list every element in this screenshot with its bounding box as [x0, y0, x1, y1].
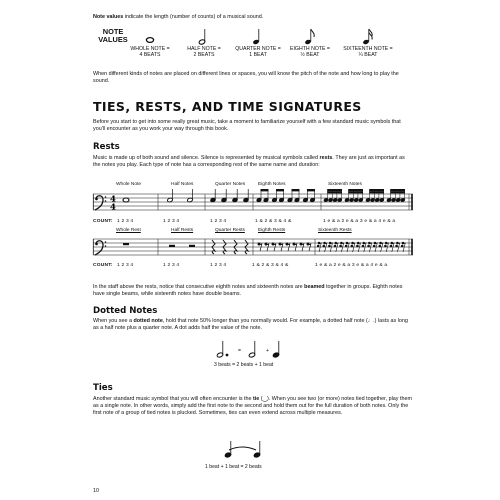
- sixteenth-rest-dot: [390, 245, 392, 247]
- eighth-note-icon: [304, 28, 318, 46]
- ties-para-bold: tie: [253, 396, 260, 402]
- half-note-name: HALF NOTE =: [187, 46, 221, 52]
- sixteenth-rest-dot: [317, 245, 319, 247]
- rests-para-bold: rests: [319, 155, 333, 161]
- half-note-symbols: [167, 189, 193, 203]
- sixteenth-beam-1: [349, 190, 363, 191]
- count2-eighth: 1 & 2 & 3 & 4 &: [252, 263, 289, 268]
- count-quarter: 1 2 3 4: [210, 219, 227, 224]
- page-number: 10: [93, 488, 99, 494]
- eighth-beam: [261, 190, 268, 191]
- sixteenth-beam-2: [391, 192, 405, 193]
- sixteenth-rest-dot: [379, 245, 381, 247]
- time-signature-bottom: 4: [110, 202, 116, 213]
- sixteenth-rest-dot: [340, 245, 342, 247]
- half-note-icon: [248, 341, 255, 358]
- quarter-note-beats: 1 BEAT: [249, 52, 267, 58]
- half-note-beats: 2 BEATS: [193, 52, 215, 58]
- ties-para-a: Another standard music symbol that you will often encounter is the: [93, 396, 254, 402]
- section-title: TIES, RESTS, AND TIME SIGNATURES: [93, 99, 362, 114]
- dotted-para-bold: dotted note: [133, 318, 163, 324]
- dotted-heading: Dotted Notes: [93, 306, 158, 316]
- staff2-label-quarter: Quarter Rests: [215, 228, 245, 233]
- dotted-eq-sign: =: [238, 348, 241, 354]
- sixteenth-rest-dot: [385, 245, 387, 247]
- count-label: COUNT:: [93, 219, 113, 224]
- staff2-label-eighth: Eighth Rests: [258, 228, 286, 233]
- time-signature: [110, 195, 116, 213]
- half-note-label: [174, 46, 234, 58]
- rests-heading: Rests: [93, 142, 120, 152]
- whole-rest-icon: [123, 243, 129, 245]
- rests-para-a: Music is made up of both sound and silence. Silence is represented by musical symbols called: [93, 155, 320, 161]
- sixteenth-rest-dot: [368, 245, 370, 247]
- quarter-note-label: [228, 46, 288, 58]
- whole-note-label: [120, 46, 180, 58]
- sixteenth-note-label: [338, 46, 398, 58]
- sixteenth-rest-dot: [345, 245, 347, 247]
- sixteenth-rest-dot: [401, 245, 403, 247]
- tie-icon: [229, 447, 256, 450]
- staff1-label-quarter: Quarter Notes: [215, 182, 246, 187]
- sixteenth-beam-1: [370, 190, 384, 191]
- staff-rests: [93, 235, 413, 261]
- sixteenth-rest-dot: [323, 245, 325, 247]
- quarter-note-icon: [252, 28, 264, 46]
- beamed-paragraph: [93, 284, 413, 298]
- ties-paragraph: [93, 396, 413, 417]
- ties-heading: Ties: [93, 383, 113, 393]
- half-rest-icons: [169, 245, 195, 247]
- count-eighth: 1 & 2 & 3 & 4 &: [255, 219, 292, 224]
- staff-notes: [93, 190, 413, 216]
- section-intro: Before you start to get into some really great music, take a moment to familiarize yourself with a few standard music symbols that you'll encounter as you work your way through this book.: [93, 119, 401, 132]
- count-label-2: COUNT:: [93, 263, 113, 268]
- beamed-para-a: In the staff above the rests, notice that consecutive eighth notes and sixteenth notes are: [93, 284, 305, 290]
- tied-notes-example: [222, 438, 272, 460]
- dotted-formula: 3 beats = 2 beats + 1 beat: [214, 362, 274, 368]
- intro-line: [93, 14, 263, 21]
- count2-half: 1 2 3 4: [163, 263, 180, 268]
- whole-note-beats: 4 BEATS: [139, 52, 161, 58]
- beamed-para-bold: beamed: [304, 284, 325, 290]
- eighth-note-symbols: [256, 190, 315, 203]
- sixteenth-rest-dot: [329, 245, 331, 247]
- dotted-paragraph: [93, 318, 413, 332]
- pitch-paragraph: When different kinds of notes are placed on different lines or spaces, you will know the pitch of the note and how long to play the sound.: [93, 71, 399, 84]
- dotted-para-b: , hold that note 50% longer than you normally would. For example, a dotted half note (♩.) lasts as long as a half note plus a quarter note. A dot adds half the value of the note.: [93, 318, 408, 331]
- staff2-label-half: Half Rests: [171, 228, 194, 233]
- sixteenth-rest-dot: [334, 245, 336, 247]
- sixteenth-beam-2: [328, 192, 342, 193]
- whole-note-symbol: [123, 198, 129, 202]
- staff1-label-sixteenth: Sixteenth Notes: [328, 182, 362, 187]
- dotted-half-note-icon: [216, 341, 227, 358]
- quarter-note-icon: [272, 341, 279, 358]
- staff2-label-whole: Whole Rest: [116, 228, 141, 233]
- count-sixteenth: 1 e & a 2 e & a 3 e & a 4 e & a: [323, 219, 396, 224]
- half-note-icon: [198, 28, 210, 46]
- sixteenth-rest-dot: [396, 245, 398, 247]
- sixteenth-beam-2: [370, 192, 384, 193]
- note-values-title-line2: VALUES: [98, 35, 128, 44]
- sixteenth-rest-dot: [351, 245, 353, 247]
- count2-quarter: 1 2 3 4: [210, 263, 227, 268]
- dotted-note-equation: [214, 338, 294, 360]
- sixteenth-note-name: SIXTEENTH NOTE =: [343, 46, 393, 52]
- sixteenth-beam-2: [349, 192, 363, 193]
- count-half: 1 2 3 4: [163, 219, 180, 224]
- sixteenth-beam-1: [328, 190, 342, 191]
- note-values-title: [93, 28, 133, 44]
- sixteenth-beam-1: [391, 190, 405, 191]
- staff1-label-half: Half Notes: [171, 182, 194, 187]
- sixteenth-rest-dot: [362, 245, 364, 247]
- whole-note-icon: [145, 32, 157, 44]
- dotted-plus-sign: +: [266, 348, 269, 354]
- eighth-beam: [292, 190, 299, 191]
- eighth-note-beats: ½ BEAT: [300, 52, 320, 58]
- staff2-label-sixteenth: Sixteenth Rests: [318, 228, 352, 233]
- beamed-para-b: together in groups. Eighth notes have single beams, while sixteenth notes have double beams.: [93, 284, 403, 297]
- count2-sixteenth: 1 e & a 2 e & a 3 e & a 4 e & a: [315, 263, 388, 268]
- count2-whole: 1 2 3 4: [117, 263, 134, 268]
- rests-paragraph: [93, 155, 413, 169]
- intro-bold: Note values: [93, 14, 124, 20]
- sixteenth-note-beats: ¼ BEAT: [358, 52, 378, 58]
- count-whole: 1 2 3 4: [117, 219, 134, 224]
- whole-note-name: WHOLE NOTE =: [130, 46, 170, 52]
- sixteenth-rest-dot: [373, 245, 375, 247]
- eighth-note-label: [280, 46, 340, 58]
- ties-formula: 1 beat + 1 beat = 2 beats: [205, 464, 262, 470]
- staff1-label-whole: Whole Note: [116, 182, 142, 187]
- sixteenth-note-icon: [362, 28, 376, 46]
- sixteenth-rest-dot: [357, 245, 359, 247]
- note-values-title-line1: NOTE: [102, 27, 124, 36]
- dotted-para-a: When you see a: [93, 318, 134, 324]
- eighth-note-name: EIGHTH NOTE =: [290, 46, 330, 52]
- intro-text: indicate the length (number of counts) of a musical sound.: [123, 14, 264, 20]
- sixteenth-note-symbols: [324, 190, 405, 202]
- rests-para-b: . They are just as important as the notes you play. Each type of note has a corresponding rest of the same name and duration:: [93, 155, 405, 168]
- eighth-beam: [277, 190, 284, 191]
- staff1-label-eighth: Eighth Notes: [258, 182, 286, 187]
- quarter-note-name: QUARTER NOTE =: [235, 46, 281, 52]
- quarter-note-symbols: [210, 189, 249, 202]
- time-signature-top: 4: [110, 194, 116, 205]
- eighth-beam: [308, 190, 315, 191]
- ties-para-b: (‿). When you see two (or more) notes tied together, play them as a single note. In other words, simply add the first note to the second and hold them out for the full duration of both notes. Only the first note of a group of tied notes is plucked. Sometimes, ties can even extend across multiple measures.: [93, 396, 412, 416]
